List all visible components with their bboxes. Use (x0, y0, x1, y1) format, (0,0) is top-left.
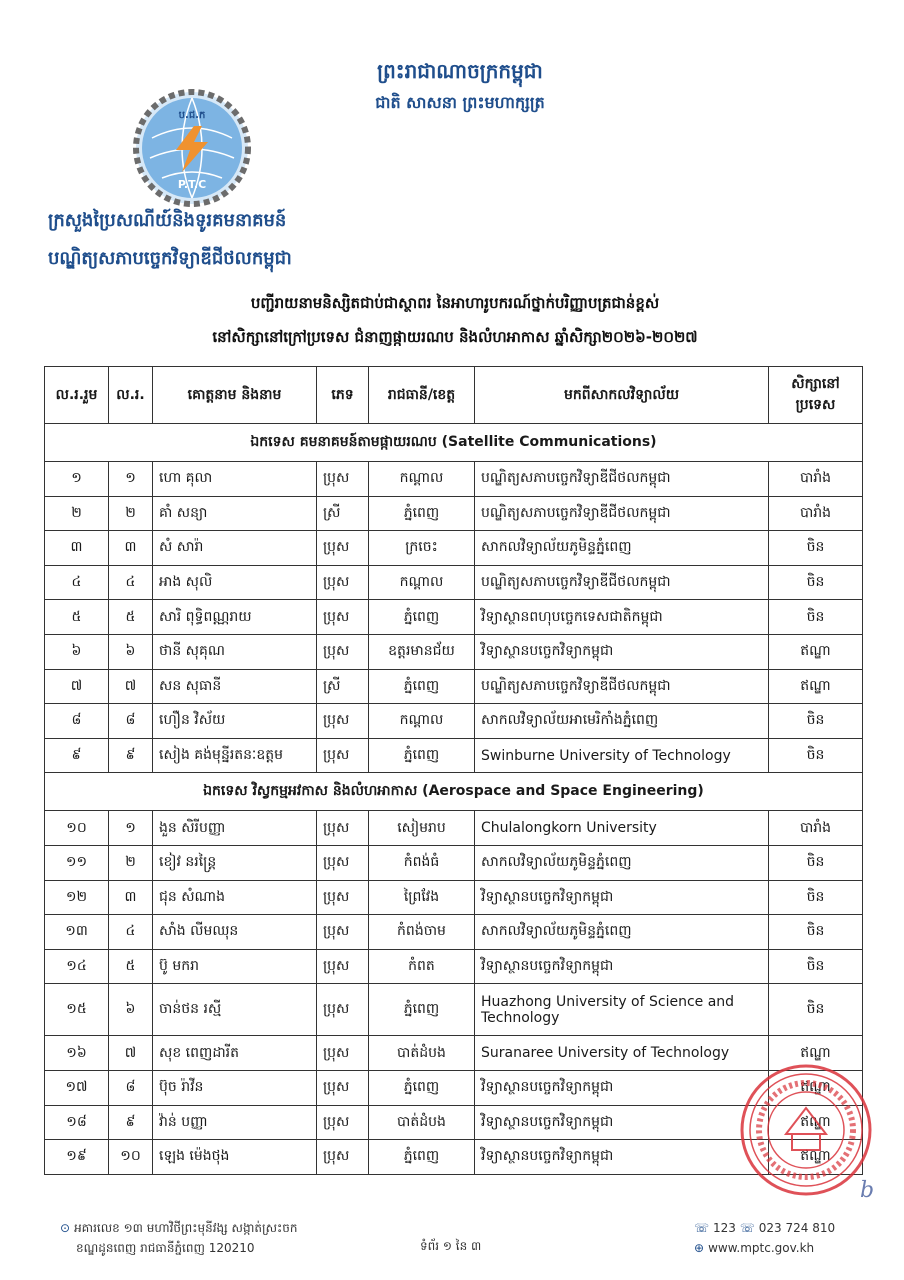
cell-name: ថានី សុគុណ (153, 634, 317, 669)
cell-sex: ប្រុស (317, 1036, 369, 1071)
cell-no-total: ៩ (45, 738, 109, 773)
cell-sex: ប្រុស (317, 738, 369, 773)
cell-no-total: ៤ (45, 565, 109, 600)
cell-university: បណ្ឌិត្យសភាបច្ចេកវិទ្យាឌីជីថលកម្ពុជា (475, 565, 769, 600)
ministry-name: ក្រសួងប្រៃសណីយ៍និងទូរគមនាគមន៍ (48, 210, 287, 231)
cell-no-total: ១៨ (45, 1105, 109, 1140)
cell-name: ខៀវ នរន្ត្រៃ (153, 845, 317, 880)
footer-contact (694, 1218, 835, 1258)
table-row (45, 738, 863, 773)
official-seal (738, 1062, 874, 1198)
cell-province: ក្រចេះ (369, 531, 475, 566)
cell-no: ៧ (109, 669, 153, 704)
cell-university: បណ្ឌិត្យសភាបច្ចេកវិទ្យាឌីជីថលកម្ពុជា (475, 669, 769, 704)
cell-university: សាកលវិទ្យាល័យភូមិន្ទភ្នំពេញ (475, 915, 769, 950)
table-row (45, 600, 863, 635)
cell-country: ឥណ្ឌា (769, 1070, 863, 1105)
cell-province: កំពង់ចាម (369, 915, 475, 950)
logo-text-bottom: P.T.C (177, 178, 207, 191)
cell-no: ៦ (109, 634, 153, 669)
cell-no-total: ១១ (45, 845, 109, 880)
cell-country: បារាំង (769, 496, 863, 531)
col-no-total: ល.រ.រួម (45, 367, 109, 424)
cell-no-total: ១ (45, 462, 109, 497)
phone-short: 123 (713, 1221, 736, 1235)
col-province: រាជធានី/ខេត្ត (369, 367, 475, 424)
cell-university: វិទ្យាស្ថានបច្ចេកវិទ្យាកម្ពុជា (475, 880, 769, 915)
cell-university: វិទ្យាស្ថានបច្ចេកវិទ្យាកម្ពុជា (475, 1105, 769, 1140)
ptc-logo (132, 88, 252, 208)
cell-university: បណ្ឌិត្យសភាបច្ចេកវិទ្យាឌីជីថលកម្ពុជា (475, 462, 769, 497)
cell-no-total: ១៩ (45, 1140, 109, 1175)
table-row (45, 531, 863, 566)
cell-province: ភ្នំពេញ (369, 496, 475, 531)
cell-no: ៨ (109, 1070, 153, 1105)
cell-sex: ប្រុស (317, 600, 369, 635)
cell-province: បាត់ដំបង (369, 1036, 475, 1071)
cell-province: ភ្នំពេញ (369, 669, 475, 704)
table-row (45, 984, 863, 1036)
cell-sex: ប្រុស (317, 565, 369, 600)
cell-university: វិទ្យាស្ថានបច្ចេកវិទ្យាកម្ពុជា (475, 1140, 769, 1175)
table-row (45, 634, 863, 669)
cell-sex: ប្រុស (317, 915, 369, 950)
cell-name: គាំ សន្យា (153, 496, 317, 531)
cell-country: បារាំង (769, 811, 863, 846)
cell-no-total: ១៣ (45, 915, 109, 950)
cell-name: ហោ គុលា (153, 462, 317, 497)
cell-university: វិទ្យាស្ថានបច្ចេកវិទ្យាកម្ពុជា (475, 949, 769, 984)
phone-number: 023 724 810 (758, 1221, 836, 1235)
cell-no: ៣ (109, 531, 153, 566)
cell-university: វិទ្យាស្ថានពហុបច្ចេកទេសជាតិកម្ពុជា (475, 600, 769, 635)
cell-university: សាកលវិទ្យាល័យភូមិន្ទភ្នំពេញ (475, 845, 769, 880)
cell-country: ចិន (769, 704, 863, 739)
cell-no-total: ១០ (45, 811, 109, 846)
cell-no-total: ១៤ (45, 949, 109, 984)
section-header-row (45, 773, 863, 811)
kingdom-title: ព្រះរាជាណាចក្រកម្ពុជា (377, 59, 543, 83)
cell-sex: ប្រុស (317, 1105, 369, 1140)
cell-name: សន សុធានី (153, 669, 317, 704)
cell-university: Chulalongkorn University (475, 811, 769, 846)
cell-university: បណ្ឌិត្យសភាបច្ចេកវិទ្យាឌីជីថលកម្ពុជា (475, 496, 769, 531)
cell-name: ប៊ុច រ៉ាវីន (153, 1070, 317, 1105)
cell-no: ៥ (109, 949, 153, 984)
table-header-row (45, 367, 863, 424)
cell-no-total: ៧ (45, 669, 109, 704)
cell-country: ឥណ្ឌា (769, 669, 863, 704)
cell-name: វ៉ាន់ បញ្ញា (153, 1105, 317, 1140)
col-university: មកពីសាកលវិទ្យាល័យ (475, 367, 769, 424)
cell-sex: ប្រុស (317, 984, 369, 1036)
section-title: ឯកទេស គមនាគមន៍តាមផ្កាយរណប (Satellite Communications) (45, 424, 863, 462)
cell-no: ៨ (109, 704, 153, 739)
cell-sex: ប្រុស (317, 462, 369, 497)
cell-country: ឥណ្ឌា (769, 1140, 863, 1175)
cell-university: វិទ្យាស្ថានបច្ចេកវិទ្យាកម្ពុជា (475, 634, 769, 669)
cell-province: សៀមរាប (369, 811, 475, 846)
cell-province: កំពង់ធំ (369, 845, 475, 880)
cell-no-total: ១២ (45, 880, 109, 915)
cell-province: កណ្ដាល (369, 704, 475, 739)
location-icon: ⊙ (60, 1221, 71, 1235)
cell-name: ហឿន វិស័យ (153, 704, 317, 739)
cell-name: ឡេង ម៉េងថុង (153, 1140, 317, 1175)
cell-province: កណ្ដាល (369, 462, 475, 497)
cell-no: ២ (109, 496, 153, 531)
scholarship-table (44, 366, 863, 1175)
table-row (45, 880, 863, 915)
cell-no: ១ (109, 811, 153, 846)
document-title-line2: នៅសិក្សានៅក្រៅប្រទេស ជំនាញផ្កាយរណប និងលំហអាកាស ឆ្នាំសិក្សា២០២៦-២០២៧ (212, 328, 698, 346)
table-row (45, 669, 863, 704)
cell-name: ចាន់ថន រស្មី (153, 984, 317, 1036)
cell-province: ភ្នំពេញ (369, 984, 475, 1036)
cell-country: ចិន (769, 915, 863, 950)
globe-icon: ⊕ (694, 1241, 705, 1255)
cell-country: ចិន (769, 880, 863, 915)
cell-province: កណ្ដាល (369, 565, 475, 600)
cell-sex: ប្រុស (317, 949, 369, 984)
national-motto: ជាតិ សាសនា ព្រះមហាក្សត្រ (375, 93, 545, 112)
col-sex: ភេទ (317, 367, 369, 424)
cell-no-total: ១៥ (45, 984, 109, 1036)
institute-name: បណ្ឌិត្យសភាបច្ចេកវិទ្យាឌីជីថលកម្ពុជា (48, 248, 292, 269)
cell-country: ឥណ្ឌា (769, 1036, 863, 1071)
cell-province: ភ្នំពេញ (369, 1070, 475, 1105)
section-header-row (45, 424, 863, 462)
cell-no: ៦ (109, 984, 153, 1036)
cell-country: ចិន (769, 531, 863, 566)
cell-university: សាកលវិទ្យាល័យភូមិន្ទភ្នំពេញ (475, 531, 769, 566)
col-name: គោត្តនាម និងនាម (153, 367, 317, 424)
table-row (45, 496, 863, 531)
address-line1: អគារលេខ ១៣ មហាវិថីព្រះមុនីវង្ស សង្កាត់ស្រះចក (74, 1221, 298, 1235)
cell-name: ប៊ូ មករា (153, 949, 317, 984)
cell-country: ចិន (769, 738, 863, 773)
cell-name: អាង សុលិ (153, 565, 317, 600)
cell-name: សាំង លីមឈុន (153, 915, 317, 950)
cell-name: សារិ ពុទ្ធិពណ្ណរាយ (153, 600, 317, 635)
footer-address (60, 1218, 298, 1258)
cell-no-total: ៥ (45, 600, 109, 635)
cell-sex: ប្រុស (317, 634, 369, 669)
cell-no: ២ (109, 845, 153, 880)
table-row (45, 462, 863, 497)
col-no: ល.រ. (109, 367, 153, 424)
cell-no-total: ២ (45, 496, 109, 531)
cell-no: ៥ (109, 600, 153, 635)
cell-university: វិទ្យាស្ថានបច្ចេកវិទ្យាកម្ពុជា (475, 1070, 769, 1105)
cell-country: ចិន (769, 845, 863, 880)
logo-text-top: ប.ជ.ក (178, 110, 206, 121)
table-row (45, 915, 863, 950)
table-row (45, 811, 863, 846)
cell-province: ភ្នំពេញ (369, 600, 475, 635)
cell-country: បារាំង (769, 462, 863, 497)
cell-no-total: ១៦ (45, 1036, 109, 1071)
cell-university: Suranaree University of Technology (475, 1036, 769, 1071)
cell-country: ចិន (769, 565, 863, 600)
cell-province: ភ្នំពេញ (369, 738, 475, 773)
cell-country: ចិន (769, 600, 863, 635)
cell-sex: ស្រី (317, 496, 369, 531)
cell-no: ១០ (109, 1140, 153, 1175)
cell-no-total: ៦ (45, 634, 109, 669)
phone-icon: ☏ (694, 1221, 710, 1235)
phone-icon-2: ☏ (739, 1221, 755, 1235)
cell-no: ៤ (109, 565, 153, 600)
cell-no: ១ (109, 462, 153, 497)
cell-sex: ប្រុស (317, 704, 369, 739)
cell-province: បាត់ដំបង (369, 1105, 475, 1140)
cell-country: ឥណ្ឌា (769, 1105, 863, 1140)
cell-name: សុខ ពេញដារីត (153, 1036, 317, 1071)
cell-country: ចិន (769, 949, 863, 984)
cell-sex: ស្រី (317, 669, 369, 704)
cell-no-total: ១៧ (45, 1070, 109, 1105)
cell-sex: ប្រុស (317, 811, 369, 846)
cell-university: Huazhong University of Science and Technology (475, 984, 769, 1036)
cell-province: ឧត្តរមានជ័យ (369, 634, 475, 669)
cell-province: ភ្នំពេញ (369, 1140, 475, 1175)
address-line2: ខណ្ឌដូនពេញ រាជធានីភ្នំពេញ 120210 (76, 1241, 255, 1255)
cell-sex: ប្រុស (317, 845, 369, 880)
table-row (45, 949, 863, 984)
table-row (45, 845, 863, 880)
cell-name: សៀង គង់មុន្នីរតនៈឧត្តម (153, 738, 317, 773)
website-link[interactable]: www.mptc.gov.kh (708, 1241, 815, 1255)
section-title: ឯកទេស វិស្វកម្មអវកាស និងលំហអាកាស (Aerospace and Space Engineering) (45, 773, 863, 811)
cell-no: ៤ (109, 915, 153, 950)
document-title-line1: បញ្ជីរាយនាមនិស្សិតជាប់ជាស្ថាពរ នៃអាហារូបករណ៍ថ្នាក់បរិញ្ញាបត្រជាន់ខ្ពស់ (250, 294, 660, 312)
cell-name: ជុន សំណាង (153, 880, 317, 915)
cell-province: កំពត (369, 949, 475, 984)
cell-no: ៧ (109, 1036, 153, 1071)
signature-mark: b (860, 1178, 875, 1203)
cell-sex: ប្រុស (317, 531, 369, 566)
cell-sex: ប្រុស (317, 880, 369, 915)
cell-sex: ប្រុស (317, 1070, 369, 1105)
cell-country: ឥណ្ឌា (769, 634, 863, 669)
cell-name: ងួន សិរីបញ្ញា (153, 811, 317, 846)
cell-no: ៣ (109, 880, 153, 915)
cell-country: ចិន (769, 984, 863, 1036)
cell-province: ព្រៃវែង (369, 880, 475, 915)
page-number: ទំព័រ ១ នៃ ៣ (420, 1239, 482, 1253)
table-row (45, 565, 863, 600)
col-country: សិក្សានៅប្រទេស (769, 367, 863, 424)
cell-name: សំ សារ៉ា (153, 531, 317, 566)
cell-no: ៩ (109, 1105, 153, 1140)
cell-sex: ប្រុស (317, 1140, 369, 1175)
cell-no-total: ៣ (45, 531, 109, 566)
cell-university: Swinburne University of Technology (475, 738, 769, 773)
table-row (45, 704, 863, 739)
cell-no: ៩ (109, 738, 153, 773)
cell-university: សាកលវិទ្យាល័យអាមេរិកាំងភ្នំពេញ (475, 704, 769, 739)
cell-no-total: ៨ (45, 704, 109, 739)
